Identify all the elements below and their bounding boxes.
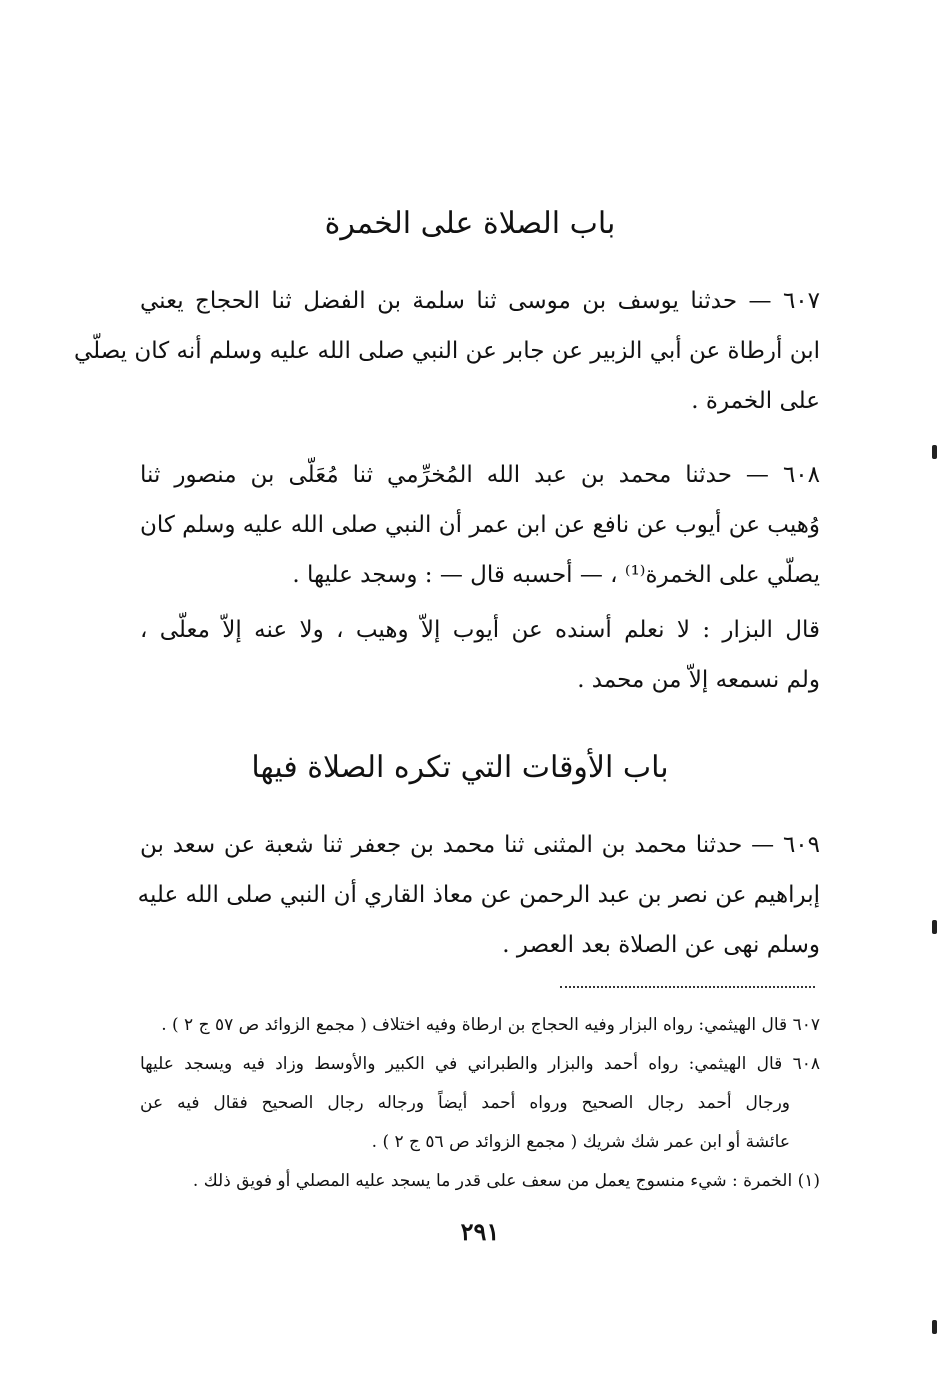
hadith-609-line-3: وسلم نهى عن الصلاة بعد العصر .	[502, 932, 820, 958]
footnote-1-text: (١) الخمرة : شيء منسوج يعمل من سعف على قدر ما يسجد عليه المصلي أو فويق ذلك .	[192, 1171, 820, 1191]
scan-edge-mark	[932, 920, 937, 934]
hadith-608-line-3: يصلّي على الخمرة⁽¹⁾ ، — أحسبه قال — : وسجد عليها .	[292, 562, 820, 588]
chapter-title-disliked-prayer-times: باب الأوقات التي تكره الصلاة فيها	[251, 750, 669, 785]
hadith-609	[137, 820, 820, 970]
hadith-607-line-1: ٦٠٧ — حدثنا يوسف بن موسى ثنا سلمة بن الفضل ثنا الحجاج يعني	[140, 288, 820, 314]
footnote-608	[140, 1045, 820, 1162]
hadith-608-line-2: وُهيب عن أيوب عن نافع عن ابن عمر أن النبي صلى الله عليه وسلم كان	[140, 512, 820, 538]
footnote-607	[140, 1006, 820, 1045]
footnote-separator	[560, 986, 815, 988]
scan-edge-mark	[932, 1320, 937, 1334]
hadith-607	[73, 276, 820, 426]
hadith-607-line-3: على الخمرة .	[691, 388, 820, 414]
bazzar-commentary-line-2: ولم نسمعه إلاّ من محمد .	[577, 667, 820, 693]
hadith-608	[140, 450, 820, 600]
footnote-608-line-3: عائشة أو ابن عمر شك شريك ( مجمع الزوائد ص ٥٦ ج ٢ ) .	[371, 1132, 790, 1152]
bazzar-commentary-line-1: قال البزار : لا نعلم أسنده عن أيوب إلاّ وهيب ، ولا عنه إلاّ معلّى ،	[140, 617, 820, 643]
bazzar-commentary	[140, 605, 820, 705]
page-number: ٢٩١	[460, 1217, 500, 1246]
footnote-607-text: ٦٠٧ قال الهيثمي: رواه البزار وفيه الحجاج بن ارطاة وفيه اختلاف ( مجمع الزوائد ص ٥٧ ج ٢ ) .	[161, 1015, 820, 1035]
hadith-609-line-2: إبراهيم عن نصر بن عبد الرحمن عن معاذ القاري أن النبي صلى الله عليه	[137, 882, 820, 908]
footnote-608-line-1: ٦٠٨ قال الهيثمي: رواه أحمد والبزار والطبراني في الكبير والأوسط وزاد فيه ويسجد عليها	[140, 1054, 820, 1074]
footnote-1-khumra-definition	[140, 1162, 820, 1201]
chapter-title-prayer-on-khumra: باب الصلاة على الخمرة	[324, 206, 616, 241]
hadith-607-line-2: ابن أرطاة عن أبي الزبير عن جابر عن النبي صلى الله عليه وسلم أنه كان يصلّي	[73, 338, 820, 364]
hadith-608-line-1: ٦٠٨ — حدثنا محمد بن عبد الله المُخرِّمي ثنا مُعَلّى بن منصور ثنا	[140, 462, 820, 488]
hadith-609-line-1: ٦٠٩ — حدثنا محمد بن المثنى ثنا محمد بن جعفر ثنا شعبة عن سعد بن	[140, 832, 820, 858]
scan-edge-mark	[932, 445, 937, 459]
footnote-608-line-2: ورجال أحمد رجال الصحيح ورواه أحمد أيضاً ورجاله رجال الصحيح فقال فيه عن	[140, 1093, 790, 1113]
